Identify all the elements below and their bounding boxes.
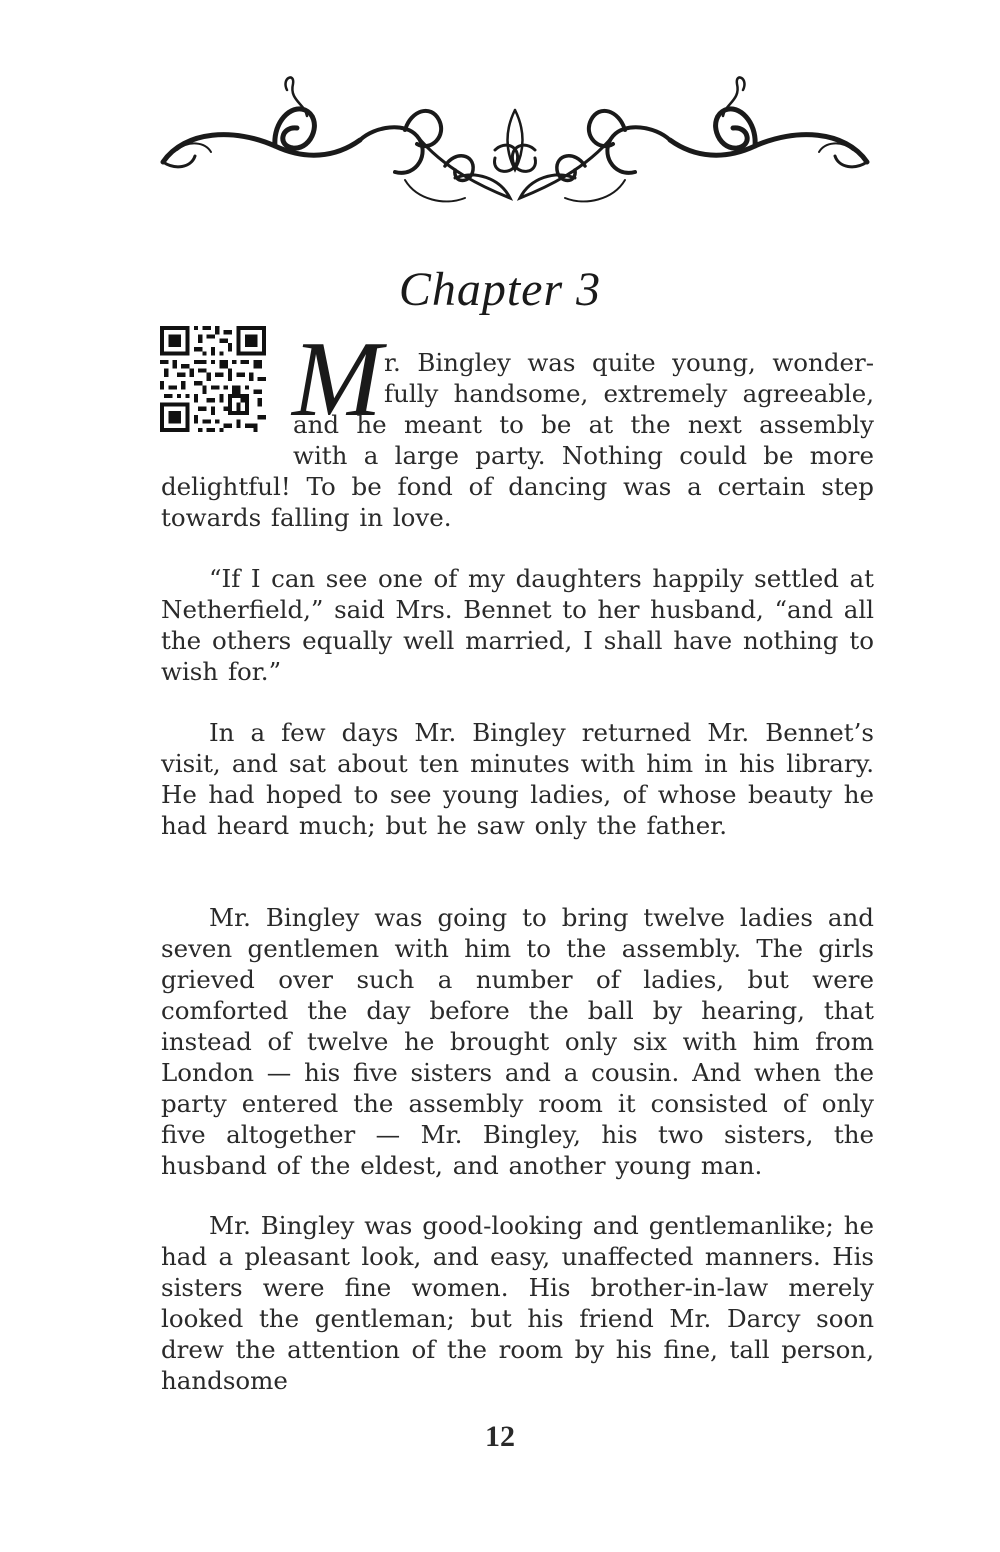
paragraph-2: “If I can see one of my daughters happily settled at Netherfield,” said Mrs. Bennet to her husband, “and all the others equally well married, I shall have nothing to wish for.” [161, 564, 874, 686]
chapter-title: Chapter 3 [398, 263, 602, 316]
paragraph-1-continued: delightful! To be fond of dancing was a certain step towards falling in love. [161, 472, 874, 532]
paragraph-4: Mr. Bingley was going to bring twelve ladies and seven gentlemen with him to the assembly. The girls grieved over such a number of ladies, but were comforted the day before the ball by hearing, that instead of twelve he brought only six with him from London — his five sisters and a cousin. And when the party entered the assembly room it consisted of only five altogether — Mr. Bingley, his two sisters, the husband of the eldest, and another young man. [161, 903, 874, 1180]
drop-cap: M [292, 320, 382, 439]
paragraph-5: Mr. Bingley was good-looking and gentlemanlike; he had a pleasant look, and easy, unaffected manners. His sisters were fine women. His brother-in-law merely looked the gentleman; but his friend Mr. Darcy soon drew the attention of the room by his fine, tall person, handsome [161, 1211, 874, 1395]
paragraph-3: In a few days Mr. Bingley returned Mr. Bennet’s visit, and sat about ten minutes with him in his library. He had hoped to see young ladies, of whose beauty he had heard much; but he saw only the father. [161, 718, 874, 840]
paragraph-1-line-2: fully handsome, extremely agreeable, [384, 379, 874, 408]
decorative-flourish [155, 70, 875, 220]
qr-code-icon [160, 326, 266, 432]
paragraph-1-line-1: r. Bingley was quite young, wonder- [384, 348, 874, 377]
paragraph-1-line-3: and he meant to be at the next assembly [293, 410, 874, 439]
paragraph-1-line-4: with a large party. Nothing could be more [293, 441, 874, 470]
page-number: 12 [485, 1420, 515, 1453]
